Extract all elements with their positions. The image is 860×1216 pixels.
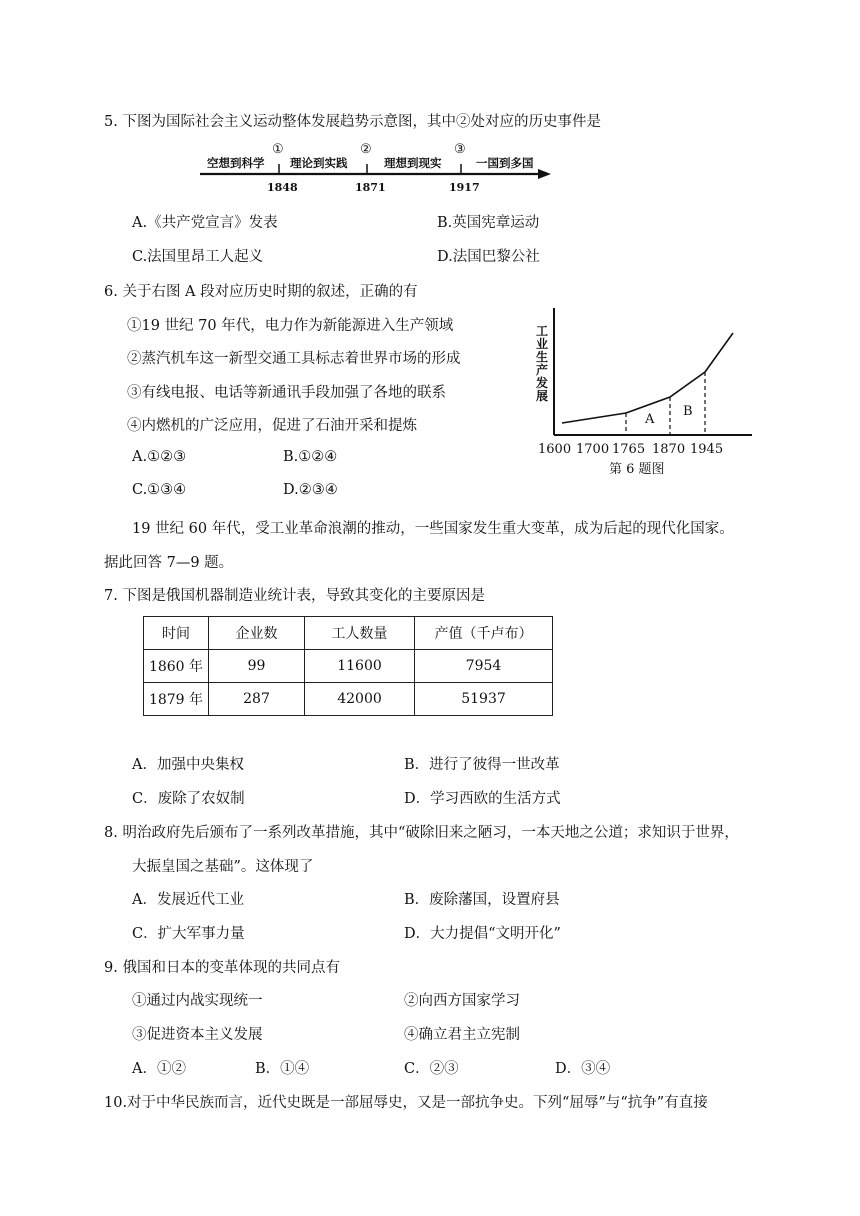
passage-line-2: 据此回答 7—9 题。 — [104, 555, 234, 571]
q7-option-d: D．学习西欧的生活方式 — [404, 791, 561, 807]
q5-stem: 5. 下图为国际社会主义运动整体发展趋势示意图，其中②处对应的历史事件是 — [104, 114, 601, 130]
q9-stem: 9. 俄国和日本的变革体现的共同点有 — [104, 960, 340, 976]
q8-option-c: C．扩大军事力量 — [132, 926, 245, 942]
q8-stem-line-2: 大振皇国之基础”。这体现了 — [132, 859, 314, 875]
table-header: 工人数量 — [305, 617, 415, 650]
q6-item-2: ②蒸汽机车这一新型交通工具标志着世界市场的形成 — [127, 351, 461, 367]
timeline-year-2: 1871 — [355, 181, 386, 194]
timeline-year-3: 1917 — [449, 181, 480, 194]
q7-stat-table — [143, 616, 553, 716]
q7-stem: 7. 下图是俄国机器制造业统计表，导致其变化的主要原因是 — [104, 588, 485, 604]
graph-x-tick: 1945 — [690, 442, 724, 457]
timeline-marker-1: ① — [272, 142, 284, 157]
q6-option-c: C.①③④ — [132, 482, 187, 498]
q8-option-b: B．废除藩国，设置府县 — [404, 892, 560, 908]
graph-x-tick: 1600 — [538, 442, 572, 457]
graph-y-label-char: 展 — [536, 389, 549, 403]
q10-stem: 10.对于中华民族而言，近代史既是一部屈辱史，又是一部抗争史。下列“屈辱”与“抗争”有直接 — [104, 1095, 708, 1111]
table-row — [144, 650, 553, 683]
q9-item-3: ③促进资本主义发展 — [132, 1027, 263, 1043]
q9-option-d: D．③④ — [555, 1061, 611, 1077]
q6-item-4: ④内燃机的广泛应用，促进了石油开采和提炼 — [127, 418, 417, 434]
graph-y-label-char: 发 — [536, 376, 549, 390]
q8-option-d: D．大力提倡“文明开化” — [404, 926, 561, 942]
graph-y-label — [536, 325, 550, 403]
timeline-stage-3: 理想到现实 — [384, 156, 442, 170]
q6-option-a: A.①②③ — [132, 449, 187, 465]
table-cell: 7954 — [415, 650, 553, 683]
q7-option-a: A．加强中央集权 — [132, 757, 244, 773]
q9-option-b: B．①④ — [255, 1061, 310, 1077]
q6-item-3: ③有线电报、电话等新通讯手段加强了各地的联系 — [127, 385, 446, 401]
passage-line-1: 19 世纪 60 年代，受工业革命浪潮的推动，一些国家发生重大变革，成为后起的现代化国家。 — [132, 521, 734, 537]
q6-item-1: ①19 世纪 70 年代，电力作为新能源进入生产领域 — [127, 318, 454, 334]
q9-item-4: ④确立君主立宪制 — [404, 1027, 520, 1043]
graph-y-label-char: 生 — [536, 350, 549, 364]
q8-option-a: A．发展近代工业 — [132, 892, 244, 908]
q7-option-c: C．废除了农奴制 — [132, 791, 245, 807]
table-header: 产值（千卢布） — [415, 617, 553, 650]
timeline-marker-2: ② — [360, 142, 372, 157]
q9-option-c: C．②③ — [404, 1061, 459, 1077]
q5-option-c: C.法国里昂工人起义 — [132, 249, 264, 265]
q9-item-1: ①通过内战实现统一 — [132, 993, 263, 1009]
timeline-stage-4: 一国到多国 — [476, 156, 534, 170]
table-cell: 1879 年 — [144, 683, 209, 716]
graph-x-tick: 1700 — [576, 442, 610, 457]
q5-option-a: A.《共产党宣言》发表 — [132, 215, 278, 231]
table-cell: 51937 — [415, 683, 553, 716]
q6-option-b: B.①②④ — [283, 449, 338, 465]
timeline-stage-1: 空想到科学 — [207, 156, 265, 170]
q7-option-b: B．进行了彼得一世改革 — [404, 757, 560, 773]
timeline-stage-2: 理论到实践 — [290, 156, 348, 170]
timeline-marker-3: ③ — [454, 142, 466, 157]
timeline-year-1: 1848 — [267, 181, 298, 194]
q9-item-2: ②向西方国家学习 — [404, 993, 520, 1009]
table-cell: 99 — [209, 650, 305, 683]
q6-stem: 6. 关于右图 A 段对应历史时期的叙述，正确的有 — [104, 284, 418, 300]
table-header-row — [144, 617, 553, 650]
graph-y-label-char: 产 — [536, 363, 549, 377]
graph-caption: 第 6 题图 — [609, 462, 665, 477]
table-header: 时间 — [144, 617, 209, 650]
table-cell: 287 — [209, 683, 305, 716]
q6-option-d: D.②③④ — [283, 482, 338, 498]
table-cell: 11600 — [305, 650, 415, 683]
graph-y-label-char: 工 — [536, 324, 549, 338]
q8-stem-line-1: 8. 明治政府先后颁布了一系列改革措施，其中“破除旧来之陋习，一本天地之公道；求知识于世界， — [104, 825, 739, 841]
table-row — [144, 683, 553, 716]
table-cell: 1860 年 — [144, 650, 209, 683]
graph-x-tick: 1765 — [612, 442, 646, 457]
table-header: 企业数 — [209, 617, 305, 650]
graph-segment-a: A — [645, 412, 655, 427]
q9-option-a: A．①② — [132, 1061, 186, 1077]
q5-option-b: B.英国宪章运动 — [437, 215, 540, 231]
graph-segment-b: B — [683, 404, 693, 419]
table-cell: 42000 — [305, 683, 415, 716]
q5-option-d: D.法国巴黎公社 — [437, 249, 540, 265]
graph-y-label-char: 业 — [536, 337, 549, 351]
graph-x-tick: 1870 — [652, 442, 686, 457]
